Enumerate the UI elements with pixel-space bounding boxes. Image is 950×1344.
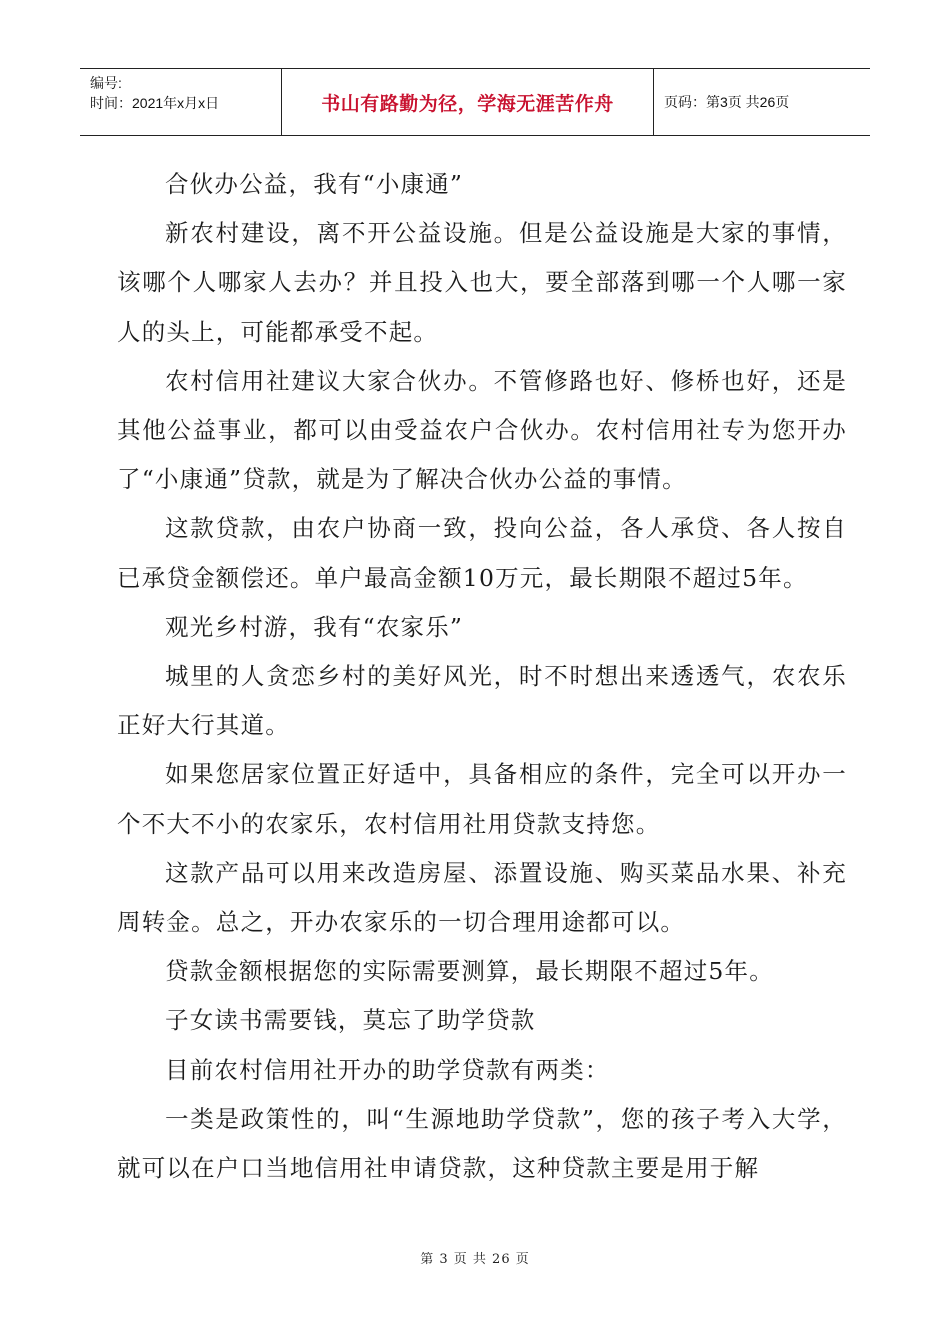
- paragraph: 这款贷款，由农户协商一致，投向公益，各人承贷、各人按自已承贷金额偿还。单户最高金额10万元，最长期限不超过5年。: [117, 514, 847, 592]
- document-date: 时间：2021年x月x日: [90, 95, 220, 111]
- paragraph: 如果您居家位置正好适中，具备相应的条件，完全可以开办一个不大不小的农家乐，农村信用社用贷款支持您。: [117, 760, 847, 838]
- paragraph: 观光乡村游，我有“农家乐”: [165, 612, 464, 641]
- paragraph: 城里的人贪恋乡村的美好风光，时不时想出来透透气，农农乐正好大行其道。: [117, 662, 847, 740]
- paragraph: 这款产品可以用来改造房屋、添置设施、购买菜品水果、补充周转金。总之，开办农家乐的一切合理用途都可以。: [117, 858, 847, 937]
- header-motto: 书山有路勤为径，学海无涯苦作舟: [282, 69, 654, 135]
- page-footer: 第 3 页 共 26 页: [420, 1252, 530, 1267]
- paragraph: 合伙办公益，我有“小康通”: [165, 170, 464, 198]
- paragraph: 农村信用社建议大家合伙办。不管修路也好、修桥也好，还是其他公益事业，都可以由受益农户合伙办。农村信用社专为您开办了“小康通”贷款，就是为了解决合伙办公益的事情。: [117, 366, 847, 494]
- header-meta: [80, 69, 282, 135]
- document-number-label: 编号:: [90, 75, 122, 91]
- document-body: [117, 160, 847, 1193]
- paragraph: 新农村建设，离不开公益设施。但是公益设施是大家的事情，该哪个人哪家人去办？并且投入也大，要全部落到哪一个人哪一家人的头上，可能都承受不起。: [117, 219, 847, 346]
- header-page-info: 页码：第3页 共26页: [664, 94, 790, 110]
- page-header: [80, 68, 870, 136]
- paragraph: 子女读书需要钱，莫忘了助学贷款: [165, 1006, 536, 1035]
- paragraph: 贷款金额根据您的实际需要测算，最长期限不超过5年。: [165, 957, 774, 986]
- paragraph: 目前农村信用社开办的助学贷款有两类：: [165, 1055, 610, 1084]
- paragraph: 一类是政策性的，叫“生源地助学贷款”，您的孩子考入大学，就可以在户口当地信用社申请贷款，这种贷款主要是用于解: [117, 1104, 847, 1183]
